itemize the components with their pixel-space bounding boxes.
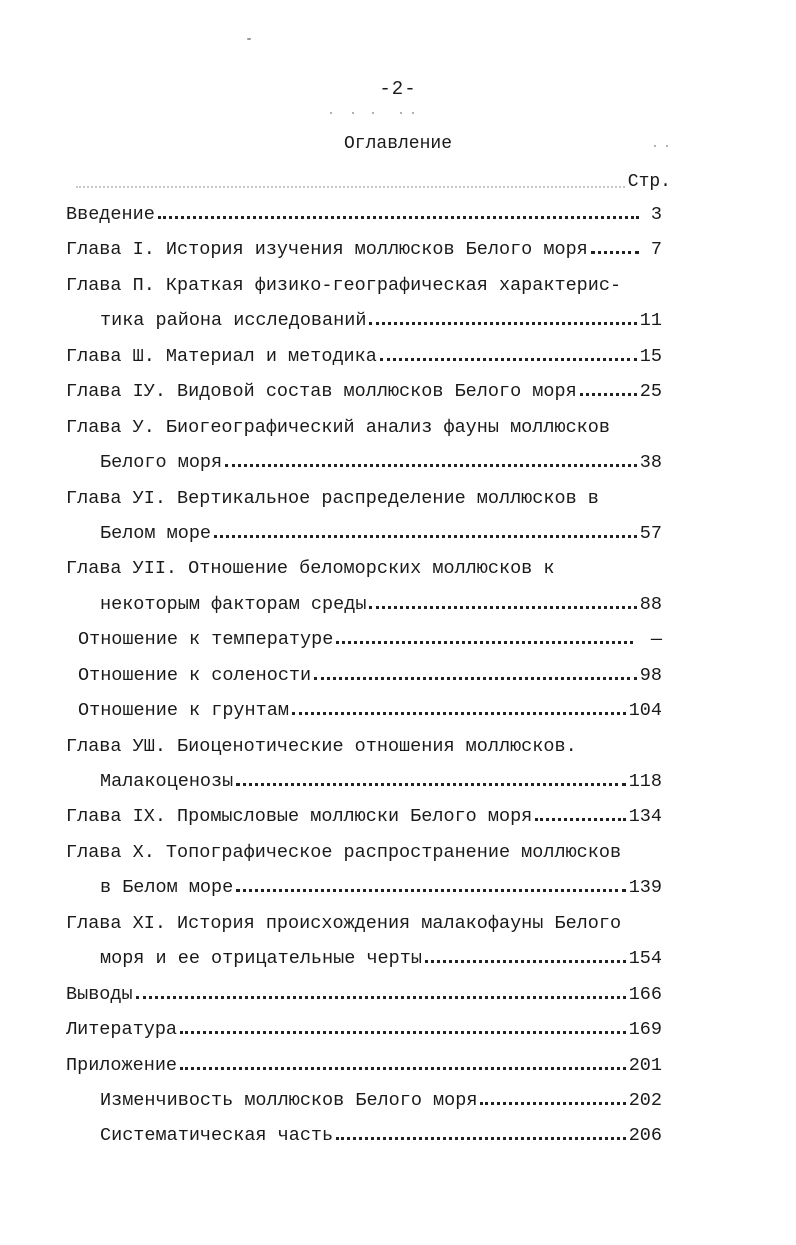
toc-subentry [66,665,662,700]
toc-entry-page: 11 [639,310,662,332]
toc-entry-text: Белого моря [100,452,223,474]
scan-speck [412,112,414,114]
toc-entry-text: Отношение к грунтам [78,700,289,722]
scan-speck [372,112,374,114]
dot-leader [314,677,637,680]
toc-entry-text: некоторым факторам среды [100,593,367,615]
toc-subentry [66,700,662,735]
toc-entry [66,239,662,274]
toc-entry-continuation [66,948,662,983]
dot-leader [591,251,639,254]
toc-entry [66,558,662,593]
toc-entry-text: Отношение к температуре [78,629,334,651]
dot-leader [480,1102,625,1105]
dot-leader [180,1067,626,1070]
toc-entry-page: 57 [639,522,662,544]
toc-subentry [66,1125,662,1160]
toc-entry-text: в Белом море [100,877,234,899]
toc-entry-page: 139 [628,877,662,899]
dot-leader [369,606,636,609]
toc-subentry [66,629,662,664]
toc-entry-text: Глава I. История изучения моллюсков Белого моря [66,239,588,261]
toc-entry [66,806,662,841]
toc-entry-text: Глава XI. История происхождения малакофауны Белого [66,912,622,934]
faint-leader [76,186,625,188]
scan-speck [654,145,656,147]
toc-entry [66,275,662,310]
toc-title: Оглавление [343,134,453,154]
toc-entry-text: Глава IУ. Видовой состав моллюсков Белого моря [66,381,577,403]
toc-entry-text: Глава УII. Отношение беломорских моллюсков к [66,558,555,580]
dot-leader [180,1031,626,1034]
dot-leader [236,889,625,892]
scan-speck [247,38,251,40]
toc-entry-text: Белом море [100,522,212,544]
toc-entry-text: Глава Ш. Материал и методика [66,345,377,367]
toc-entry-text: Глава УШ. Биоценотические отношения моллюсков. [66,735,577,757]
dot-leader [225,464,637,467]
toc-entry-page: 3 [650,204,662,225]
toc-entry [66,842,662,877]
toc-entry-text: Глава П. Краткая физико-географическая характерис- [66,274,622,296]
scan-speck [666,145,668,147]
dot-leader [136,996,626,999]
toc-entry-continuation [66,771,662,806]
toc-entry-text: Систематическая часть [100,1125,334,1147]
toc-entry-text: Глава X. Топографическое распространение моллюсков [66,841,622,863]
toc-entry-page: 169 [628,1019,662,1041]
toc-entry-text: тика района исследований [100,310,367,332]
dot-leader [425,960,626,963]
toc-entry-continuation [66,877,662,912]
dot-leader [369,322,636,325]
toc-entry-text: Отношение к солености [78,664,312,686]
dot-leader [580,393,637,396]
toc-entry [66,204,662,239]
scan-speck [330,112,332,114]
toc-entry-page: 7 [650,239,662,261]
toc-entry-text: моря и ее отрицательные черты [100,948,422,970]
scan-speck [352,112,354,114]
toc-entry-page: 104 [628,700,662,722]
dot-leader [535,818,625,821]
toc-entry [66,346,662,381]
toc-entry-text: Глава IX. Промысловые моллюски Белого моря [66,806,533,828]
toc-entry [66,417,662,452]
toc-entry-text: Выводы [66,983,133,1005]
toc-entry [66,984,662,1019]
dot-leader [236,783,625,786]
toc-entry-continuation [66,452,662,487]
toc-entry-page: 118 [628,771,662,792]
toc-entry [66,381,662,416]
page-column-label: Стр. [627,172,671,192]
toc-entry-page: 38 [639,452,662,474]
toc-entry-page: 202 [628,1089,662,1111]
toc-entry-page: 166 [628,983,662,1005]
dot-leader [292,712,626,715]
dot-leader [336,641,633,644]
toc-entry-text: Глава УI. Вертикальное распределение моллюсков в [66,487,599,509]
scan-speck [400,112,402,114]
toc-entry-text: Введение [66,204,155,225]
toc-entry-text: Глава У. Биогеографический анализ фауны моллюсков [66,416,610,438]
toc-entry-continuation [66,523,662,558]
toc-entry [66,488,662,523]
toc-entry-page: 25 [639,381,662,403]
toc-entry-page: 98 [639,664,662,686]
toc-entry [66,736,662,771]
toc-subentry [66,1090,662,1125]
toc-entry [66,1055,662,1090]
table-of-contents [66,204,662,1161]
toc-entry-text: Литература [66,1019,178,1041]
toc-entry-page: 206 [628,1125,662,1147]
toc-entry-page: 88 [639,593,662,615]
toc-entry-page: 154 [628,948,662,970]
toc-entry [66,913,662,948]
toc-entry-page: — [650,629,662,651]
dot-leader [380,358,637,361]
toc-entry-continuation [66,310,662,345]
toc-entry-page: 134 [628,806,662,828]
toc-entry [66,1019,662,1054]
toc-entry-page: 15 [639,345,662,367]
dot-leader [336,1137,626,1140]
toc-entry-text: Малакоценозы [100,771,234,792]
toc-entry-text: Приложение [66,1054,178,1076]
dot-leader [158,216,639,219]
dot-leader [214,535,637,538]
toc-entry-text: Изменчивость моллюсков Белого моря [100,1089,478,1111]
toc-entry-page: 201 [628,1054,662,1076]
toc-entry-continuation [66,594,662,629]
page-column-header [66,172,671,196]
page-number: -2- [379,78,417,100]
